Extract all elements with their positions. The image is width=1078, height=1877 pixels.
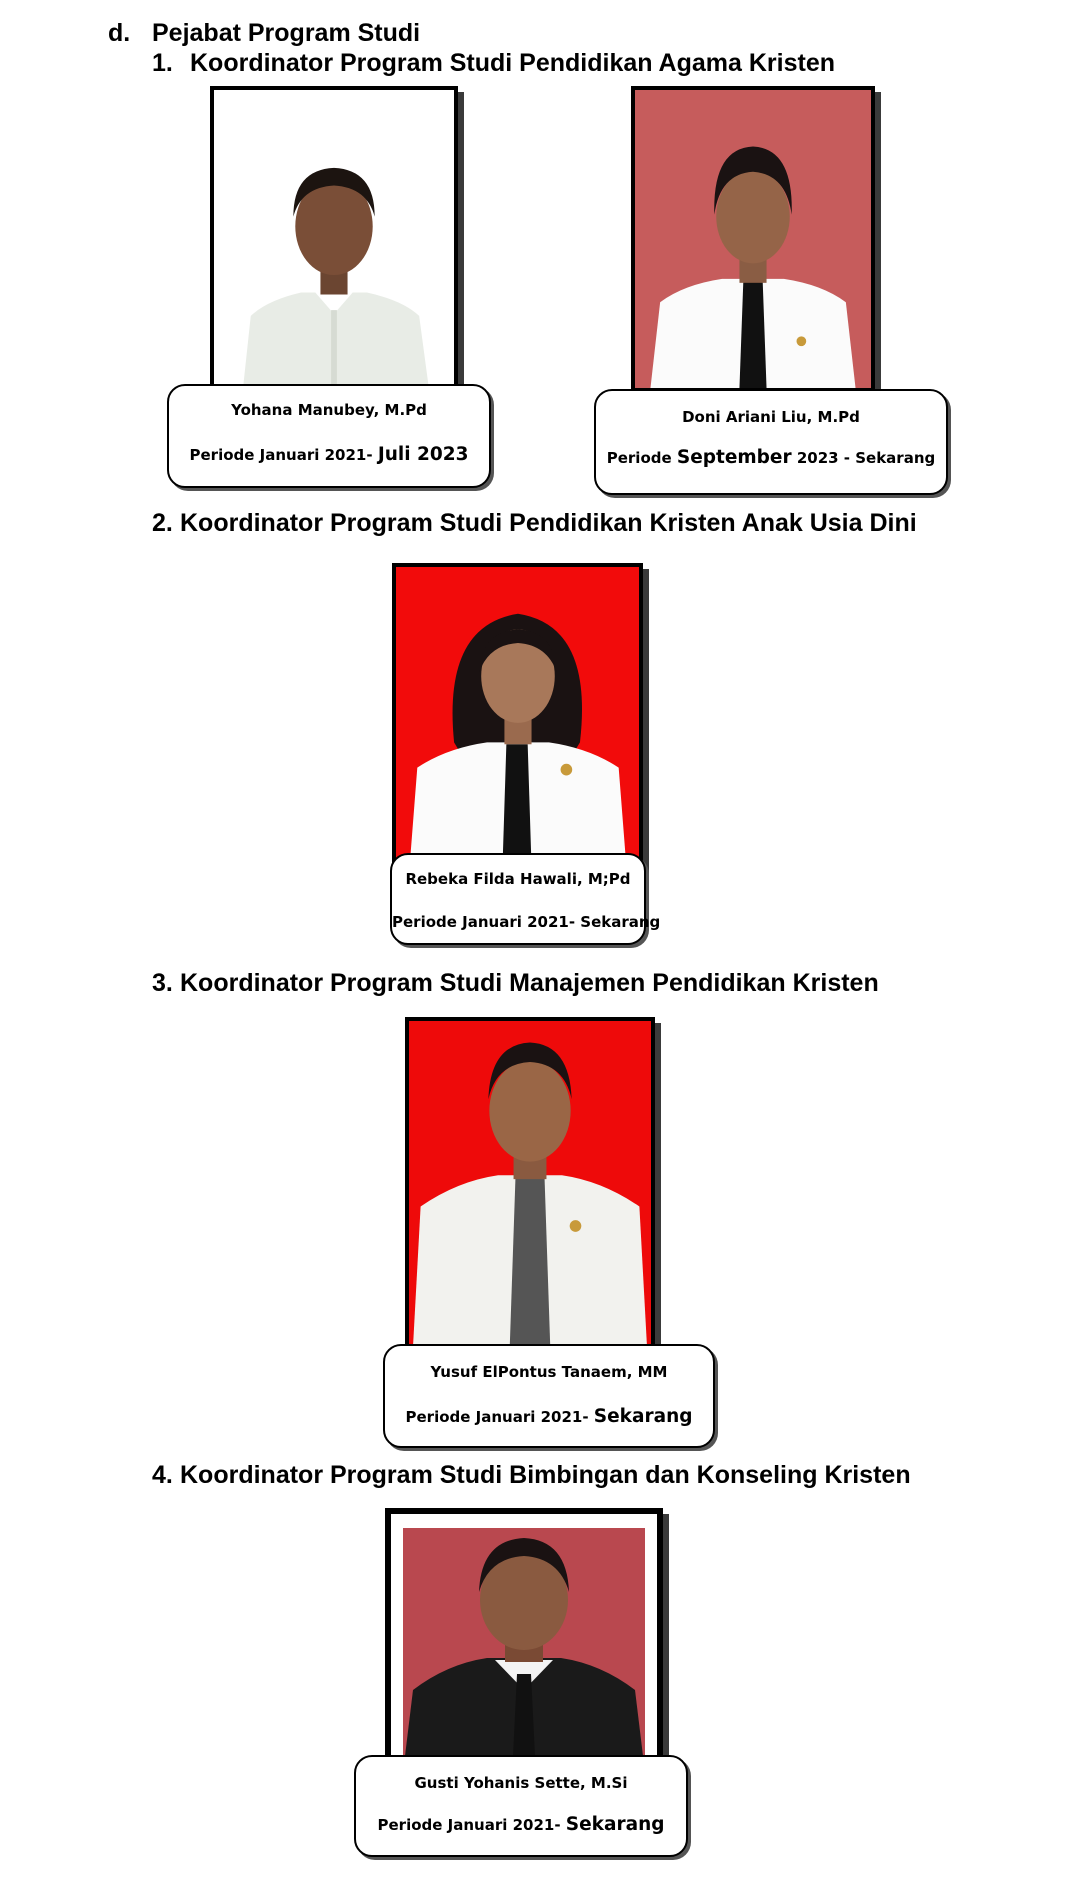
official-card-yusuf — [383, 1344, 715, 1448]
official-period: Periode Januari 2021- Sekarang — [405, 1406, 693, 1427]
section-letter: d. — [108, 19, 131, 47]
official-card-rebeka — [390, 853, 661, 945]
section-title: Pejabat Program Studi — [152, 19, 421, 47]
official-photo-yusuf — [405, 1017, 655, 1353]
program-3-number: 3. — [152, 969, 173, 997]
official-name: Yohana Manubey, M.Pd — [231, 401, 427, 419]
official-period: Periode Januari 2021- Sekarang — [392, 913, 661, 931]
program-1-number: 1. — [152, 49, 173, 77]
program-2-number: 2. — [152, 509, 173, 537]
official-photo-yohana — [210, 86, 458, 392]
official-period: Periode September 2023 - Sekarang — [606, 447, 936, 468]
program-3-title: Koordinator Program Studi Manajemen Pendidikan Kristen — [180, 969, 879, 997]
official-name: Yusuf ElPontus Tanaem, MM — [430, 1363, 668, 1381]
official-period: Periode Januari 2021- Juli 2023 — [189, 444, 469, 465]
program-1-title: Koordinator Program Studi Pendidikan Agama Kristen — [190, 49, 835, 77]
official-card-doni — [594, 389, 948, 495]
official-card-gusti — [354, 1755, 688, 1857]
program-4-title: Koordinator Program Studi Bimbingan dan Konseling Kristen — [180, 1461, 911, 1489]
official-photo-gusti — [385, 1508, 663, 1762]
official-card-yohana — [167, 384, 491, 488]
official-name: Rebeka Filda Hawali, M;Pd — [405, 870, 631, 888]
official-name: Doni Ariani Liu, M.Pd — [682, 408, 860, 426]
official-photo-doni — [631, 86, 875, 392]
official-period: Periode Januari 2021- Sekarang — [377, 1814, 665, 1835]
official-photo-rebeka — [392, 563, 643, 871]
official-name: Gusti Yohanis Sette, M.Si — [414, 1774, 628, 1792]
program-2-title: Koordinator Program Studi Pendidikan Kristen Anak Usia Dini — [180, 509, 917, 537]
program-4-number: 4. — [152, 1461, 173, 1489]
